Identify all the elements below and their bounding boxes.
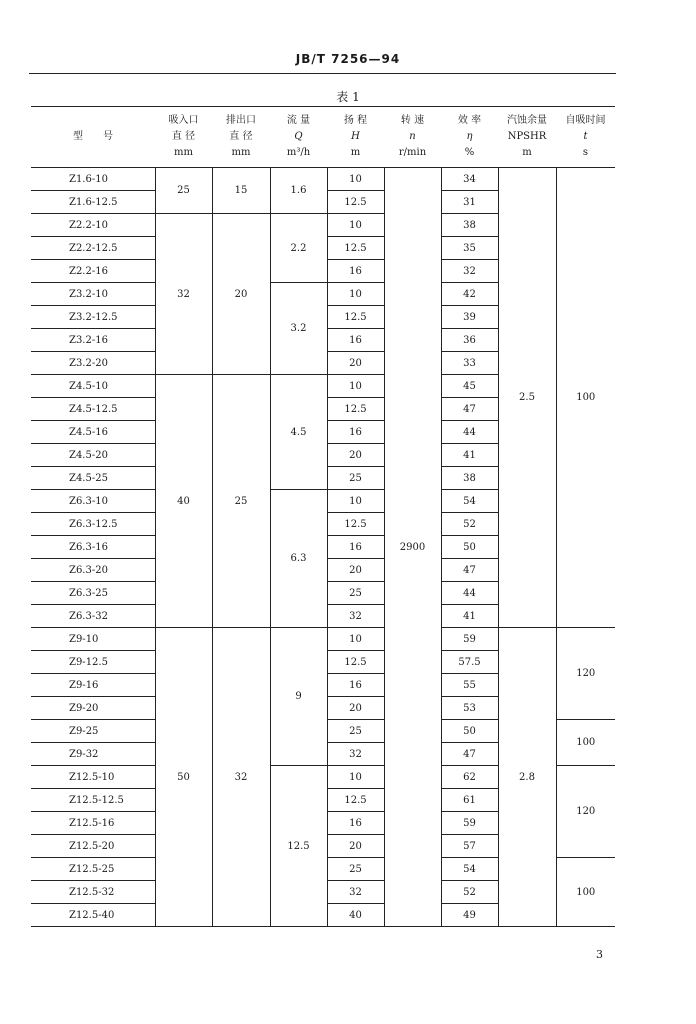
- model-cell: Z6.3-32: [31, 605, 155, 628]
- header-suction-diameter-line: mm: [174, 147, 193, 158]
- table-row: [31, 628, 615, 651]
- header-model-line: 型 号: [73, 131, 113, 142]
- head-cell: 12.5: [327, 789, 384, 812]
- efficiency-cell: 54: [441, 858, 498, 881]
- head-cell: 20: [327, 352, 384, 375]
- header-speed-line: n: [409, 131, 416, 142]
- head-cell: 16: [327, 812, 384, 835]
- model-cell: Z9-12.5: [31, 651, 155, 674]
- header-head-line: m: [350, 147, 361, 158]
- efficiency-cell: 57.5: [441, 651, 498, 674]
- head-cell: 32: [327, 881, 384, 904]
- standard-code: JB/T 7256—94: [295, 52, 401, 66]
- suction-diameter-cell: 50: [155, 628, 212, 927]
- efficiency-cell: 59: [441, 628, 498, 651]
- header-flow: [270, 107, 327, 168]
- efficiency-cell: 53: [441, 697, 498, 720]
- discharge-diameter-cell: 20: [212, 214, 270, 375]
- efficiency-cell: 44: [441, 421, 498, 444]
- self-priming-time-cell: 100: [556, 168, 615, 628]
- model-cell: Z4.5-16: [31, 421, 155, 444]
- model-cell: Z12.5-25: [31, 858, 155, 881]
- head-cell: 20: [327, 444, 384, 467]
- model-cell: Z9-10: [31, 628, 155, 651]
- header-efficiency-line: η: [466, 131, 473, 142]
- flow-cell: 12.5: [270, 766, 327, 927]
- header-npshr: [498, 107, 556, 168]
- efficiency-cell: 57: [441, 835, 498, 858]
- header-flow-line: 流 量: [286, 115, 311, 126]
- model-cell: Z2.2-10: [31, 214, 155, 237]
- header-flow-line: Q: [294, 131, 303, 142]
- efficiency-cell: 41: [441, 605, 498, 628]
- header-discharge-diameter: [212, 107, 270, 168]
- flow-cell: 2.2: [270, 214, 327, 283]
- speed-cell: 2900: [384, 168, 441, 927]
- model-cell: Z6.3-25: [31, 582, 155, 605]
- model-cell: Z12.5-12.5: [31, 789, 155, 812]
- table-header-row: [31, 107, 615, 168]
- model-cell: Z9-20: [31, 697, 155, 720]
- header-speed: [384, 107, 441, 168]
- header-suction-diameter-line: 直 径: [171, 131, 196, 142]
- head-cell: 25: [327, 582, 384, 605]
- model-cell: Z2.2-16: [31, 260, 155, 283]
- efficiency-cell: 59: [441, 812, 498, 835]
- head-cell: 25: [327, 467, 384, 490]
- head-cell: 12.5: [327, 398, 384, 421]
- model-cell: Z9-16: [31, 674, 155, 697]
- model-cell: Z12.5-10: [31, 766, 155, 789]
- efficiency-cell: 55: [441, 674, 498, 697]
- efficiency-cell: 52: [441, 513, 498, 536]
- discharge-diameter-cell: 32: [212, 628, 270, 927]
- model-cell: Z12.5-32: [31, 881, 155, 904]
- self-priming-time-cell: 100: [556, 720, 615, 766]
- efficiency-cell: 50: [441, 536, 498, 559]
- efficiency-cell: 38: [441, 467, 498, 490]
- head-cell: 10: [327, 375, 384, 398]
- efficiency-cell: 47: [441, 559, 498, 582]
- header-self-priming-time-line: t: [583, 131, 588, 142]
- table-title: 表 1: [336, 90, 360, 104]
- header-model: [31, 107, 155, 168]
- self-priming-time-cell: 120: [556, 766, 615, 858]
- head-cell: 25: [327, 858, 384, 881]
- header-npshr-line: 汽蚀余量: [507, 115, 547, 126]
- efficiency-cell: 35: [441, 237, 498, 260]
- header-suction-diameter-line: 吸入口: [168, 115, 199, 126]
- header-self-priming-time-line: 自吸时间: [565, 115, 606, 126]
- head-cell: 10: [327, 490, 384, 513]
- head-cell: 32: [327, 743, 384, 766]
- flow-cell: 3.2: [270, 283, 327, 375]
- model-cell: Z3.2-16: [31, 329, 155, 352]
- efficiency-cell: 45: [441, 375, 498, 398]
- header-flow-line: m³/h: [286, 147, 311, 158]
- head-cell: 12.5: [327, 191, 384, 214]
- header-efficiency: [441, 107, 498, 168]
- model-cell: Z4.5-25: [31, 467, 155, 490]
- model-cell: Z1.6-10: [31, 168, 155, 191]
- flow-cell: 9: [270, 628, 327, 766]
- flow-cell: 6.3: [270, 490, 327, 628]
- head-cell: 12.5: [327, 306, 384, 329]
- npshr-cell: 2.5: [498, 168, 556, 628]
- model-cell: Z6.3-20: [31, 559, 155, 582]
- header-rule: [29, 73, 616, 74]
- npshr-cell: 2.8: [498, 628, 556, 927]
- efficiency-cell: 38: [441, 214, 498, 237]
- head-cell: 16: [327, 329, 384, 352]
- header-self-priming-time: [556, 107, 615, 168]
- efficiency-cell: 41: [441, 444, 498, 467]
- header-discharge-diameter-line: 排出口: [226, 115, 256, 126]
- efficiency-cell: 47: [441, 398, 498, 421]
- head-cell: 10: [327, 214, 384, 237]
- model-cell: Z2.2-12.5: [31, 237, 155, 260]
- suction-diameter-cell: 25: [155, 168, 212, 214]
- efficiency-cell: 50: [441, 720, 498, 743]
- flow-cell: 1.6: [270, 168, 327, 214]
- page-number: 3: [596, 948, 603, 961]
- efficiency-cell: 49: [441, 904, 498, 927]
- efficiency-cell: 47: [441, 743, 498, 766]
- head-cell: 10: [327, 168, 384, 191]
- discharge-diameter-cell: 15: [212, 168, 270, 214]
- discharge-diameter-cell: 25: [212, 375, 270, 628]
- pump-spec-table: [31, 106, 615, 927]
- flow-cell: 4.5: [270, 375, 327, 490]
- header-head-line: H: [351, 131, 360, 142]
- head-cell: 10: [327, 628, 384, 651]
- efficiency-cell: 33: [441, 352, 498, 375]
- head-cell: 16: [327, 536, 384, 559]
- model-cell: Z12.5-20: [31, 835, 155, 858]
- efficiency-cell: 36: [441, 329, 498, 352]
- efficiency-cell: 39: [441, 306, 498, 329]
- self-priming-time-cell: 100: [556, 858, 615, 927]
- model-cell: Z4.5-20: [31, 444, 155, 467]
- model-cell: Z6.3-12.5: [31, 513, 155, 536]
- header-npshr-line: m: [522, 147, 532, 158]
- efficiency-cell: 61: [441, 789, 498, 812]
- model-cell: Z9-32: [31, 743, 155, 766]
- self-priming-time-cell: 120: [556, 628, 615, 720]
- header-head-line: 扬 程: [343, 115, 368, 126]
- efficiency-cell: 54: [441, 490, 498, 513]
- table-row: [31, 168, 615, 191]
- efficiency-cell: 52: [441, 881, 498, 904]
- head-cell: 20: [327, 697, 384, 720]
- header-suction-diameter: [155, 107, 212, 168]
- model-cell: Z3.2-12.5: [31, 306, 155, 329]
- head-cell: 40: [327, 904, 384, 927]
- head-cell: 10: [327, 283, 384, 306]
- header-efficiency-line: %: [464, 147, 475, 158]
- head-cell: 20: [327, 559, 384, 582]
- header-efficiency-line: 效 率: [457, 115, 482, 126]
- header-self-priming-time-line: s: [582, 147, 589, 158]
- head-cell: 12.5: [327, 513, 384, 536]
- head-cell: 16: [327, 674, 384, 697]
- model-cell: Z6.3-16: [31, 536, 155, 559]
- efficiency-cell: 31: [441, 191, 498, 214]
- head-cell: 20: [327, 835, 384, 858]
- model-cell: Z1.6-12.5: [31, 191, 155, 214]
- header-speed-line: r/min: [398, 147, 427, 158]
- suction-diameter-cell: 32: [155, 214, 212, 375]
- head-cell: 16: [327, 421, 384, 444]
- model-cell: Z9-25: [31, 720, 155, 743]
- model-cell: Z4.5-12.5: [31, 398, 155, 421]
- head-cell: 12.5: [327, 651, 384, 674]
- model-cell: Z12.5-40: [31, 904, 155, 927]
- efficiency-cell: 44: [441, 582, 498, 605]
- model-cell: Z3.2-20: [31, 352, 155, 375]
- head-cell: 32: [327, 605, 384, 628]
- model-cell: Z3.2-10: [31, 283, 155, 306]
- header-npshr-line: NPSHR: [507, 131, 547, 142]
- head-cell: 12.5: [327, 237, 384, 260]
- model-cell: Z4.5-10: [31, 375, 155, 398]
- efficiency-cell: 42: [441, 283, 498, 306]
- suction-diameter-cell: 40: [155, 375, 212, 628]
- table-body: [31, 168, 615, 927]
- header-head: [327, 107, 384, 168]
- efficiency-cell: 34: [441, 168, 498, 191]
- model-cell: Z6.3-10: [31, 490, 155, 513]
- head-cell: 10: [327, 766, 384, 789]
- head-cell: 25: [327, 720, 384, 743]
- model-cell: Z12.5-16: [31, 812, 155, 835]
- head-cell: 16: [327, 260, 384, 283]
- header-discharge-diameter-line: mm: [231, 147, 251, 158]
- header-discharge-diameter-line: 直 径: [229, 131, 253, 142]
- efficiency-cell: 62: [441, 766, 498, 789]
- efficiency-cell: 32: [441, 260, 498, 283]
- header-speed-line: 转 速: [400, 115, 425, 126]
